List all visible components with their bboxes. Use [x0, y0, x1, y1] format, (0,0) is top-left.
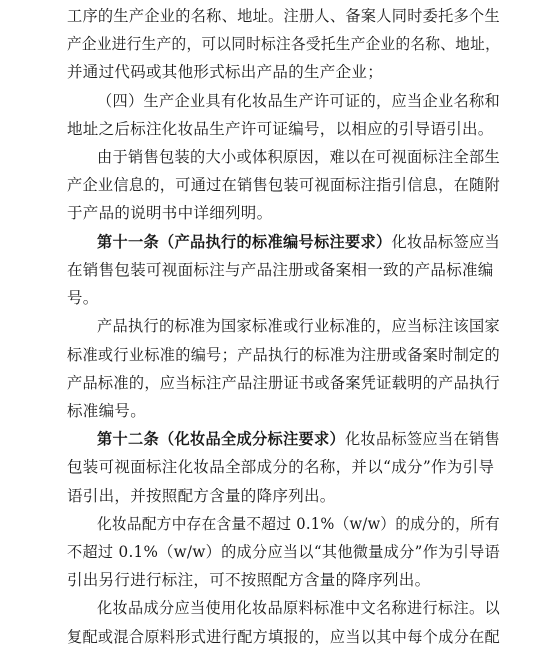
text-span: 复配或混合原料形式进行配方填报的，应当以其中每个成分在配 [67, 627, 500, 646]
text-line [67, 344, 500, 366]
text-line [67, 61, 500, 83]
text-line [67, 372, 500, 394]
text-line [97, 146, 500, 168]
text-line [67, 400, 500, 422]
article-heading: 第十一条（产品执行的标准编号标注要求） [97, 231, 392, 251]
text-line [67, 259, 500, 281]
text-line [67, 456, 500, 478]
text-line [67, 541, 500, 563]
text-span: 化妆品配方中存在含量不超过 0.1%（w/w）的成分的，所有 [97, 514, 500, 533]
text-span: 地址之后标注化妆品生产许可证编号，以相应的引导语引出。 [67, 119, 494, 138]
text-line [67, 485, 500, 507]
text-line [67, 118, 500, 140]
text-line [67, 174, 500, 196]
article-heading: 第十二条（化妆品全成分标注要求） [97, 429, 345, 449]
text-span: 包装可视面标注化妆品全部成分的名称，并以“成分”作为引导 [67, 458, 495, 477]
text-span: 于产品的说明书中详细列明。 [67, 204, 273, 223]
text-line [97, 513, 500, 535]
text-span: 号。 [67, 289, 99, 308]
text-line [67, 569, 500, 591]
text-line [67, 287, 500, 309]
text-span: 标准编号。 [67, 401, 147, 420]
text-span: 产企业进行生产的，可以同时标注各受托生产企业的名称、地址， [67, 35, 501, 54]
text-line [97, 90, 500, 112]
text-span: 产品标准的，应当标注产品注册证书或备案凭证载明的产品执行 [67, 373, 500, 392]
text-line [97, 428, 500, 450]
text-line [97, 315, 500, 337]
text-line [67, 33, 500, 55]
text-span: 标准或行业标准的编号；产品执行的标准为注册或备案时制定的 [67, 345, 500, 364]
text-span: （四）生产企业具有化妆品生产许可证的，应当企业名称和 [97, 91, 501, 110]
text-span: 不超过 0.1%（w/w）的成分应当以“其他微量成分”作为引导语 [67, 542, 501, 561]
text-line [97, 231, 500, 253]
text-span: 在销售包装可视面标注与产品注册或备案相一致的产品标准编 [67, 260, 494, 279]
text-span: 由于销售包装的大小或体积原因，难以在可视面标注全部生 [97, 148, 501, 167]
text-span: 并通过代码或其他形式标出产品的生产企业； [67, 63, 384, 82]
text-span: 化妆品标签应当 [391, 232, 501, 251]
text-span: 产品执行的标准为国家标准或行业标准的，应当标注该国家 [97, 317, 501, 336]
text-line [67, 202, 500, 224]
text-line [97, 597, 500, 619]
text-span: 引出另行进行标注，可不按照配方含量的降序列出。 [67, 571, 431, 590]
text-span: 化妆品标签应当在销售 [344, 430, 500, 449]
text-line [67, 5, 500, 27]
text-span: 工序的生产企业的名称、地址。注册人、备案人同时委托多个生 [67, 7, 500, 25]
text-span: 化妆品成分应当使用化妆品原料标准中文名称进行标注。以 [97, 599, 501, 618]
text-span: 语引出，并按照配方含量的降序列出。 [67, 486, 336, 505]
text-line [67, 626, 500, 648]
text-span: 产企业信息的，可通过在销售包装可视面标注指引信息，在随附 [67, 176, 500, 195]
